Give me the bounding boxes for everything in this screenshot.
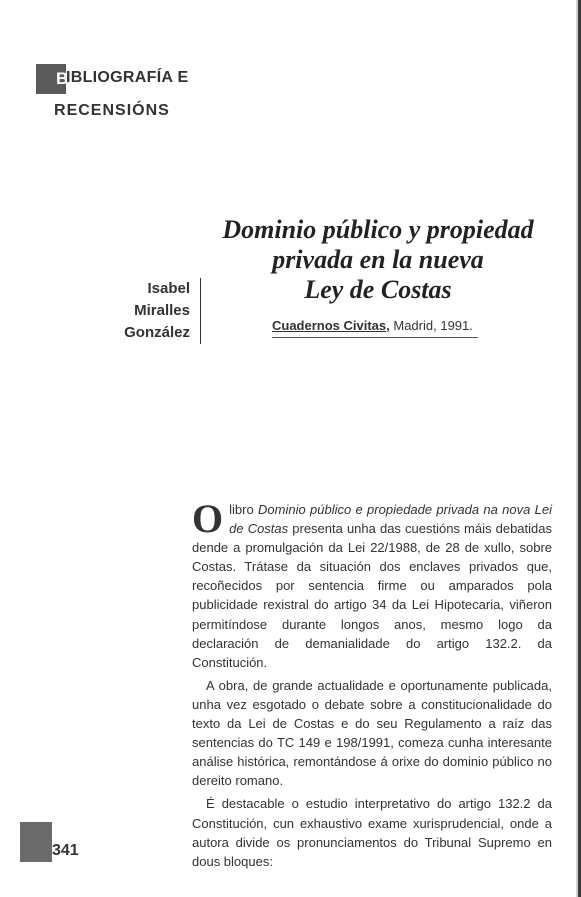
paragraph-1-start: libro (229, 502, 259, 517)
section-header-text2: ECENSIÓNS (66, 102, 170, 119)
author-first-name: Isabel (147, 280, 190, 297)
paragraph-1 (192, 496, 552, 672)
section-header-initial: B (56, 69, 69, 88)
dropcap: O (192, 496, 224, 541)
publisher-name: Cuadernos Civitas, (272, 318, 390, 333)
paragraph-1-rest: presenta unha das cuestións máis debatidas dende a promulgación da Lei 22/1988, de 28 de xullo, sobre Costas. Trátase da situación dos enclaves privados que, recoñecidos por sentencia firme ou amparados pola publicidade rexistral do artigo 34 da Lei Hipotecaria, viñeron permitíndose durante longos anos, mesmo logo da declaración de demanialidade do artigo 132.2. da Constitución. (192, 521, 552, 670)
paragraph-3: É destacable o estudio interpretativo do artigo 132.2 da Constitución, cun exhaustivo exame xurisprudencial, onde a autora divide os pronunciamentos do Tribunal Supremo en dous bloques: (192, 796, 552, 869)
section-header-initial2: R (54, 102, 67, 119)
paragraph-2: A obra, de grande actualidade e oportunamente publicada, unha vez esgotado o debate sobre a constitucionalidade do texto da Lei de Costas e do seu Regulamento a raíz das sentencias do TC 149 e 198/1991, comeza cunha interesante análise histórica, remontándose á orixe do dominio público no dereito romano. (192, 677, 552, 789)
book-title-line: privada en la nueva (272, 245, 484, 274)
section-header-line2 (54, 102, 170, 120)
publisher-place-year: Madrid, 1991. (389, 318, 473, 333)
page-number-text: 341 (52, 842, 79, 859)
paragraph-1-book-title: Dominio público e propiedade privada na nova Lei de Costas (229, 502, 552, 537)
publisher-line (272, 318, 478, 338)
page-number-block (20, 822, 52, 862)
author-surname2: González (124, 324, 190, 341)
section-header-text1: IBLIOGRAFÍA E (66, 69, 189, 86)
book-title-line: Dominio público y propiedad (222, 215, 534, 244)
book-title-line: Ley de Costas (304, 275, 452, 304)
book-title (205, 215, 551, 305)
author-block (90, 278, 201, 344)
review-body (192, 496, 552, 875)
author-surname1: Miralles (134, 302, 190, 319)
